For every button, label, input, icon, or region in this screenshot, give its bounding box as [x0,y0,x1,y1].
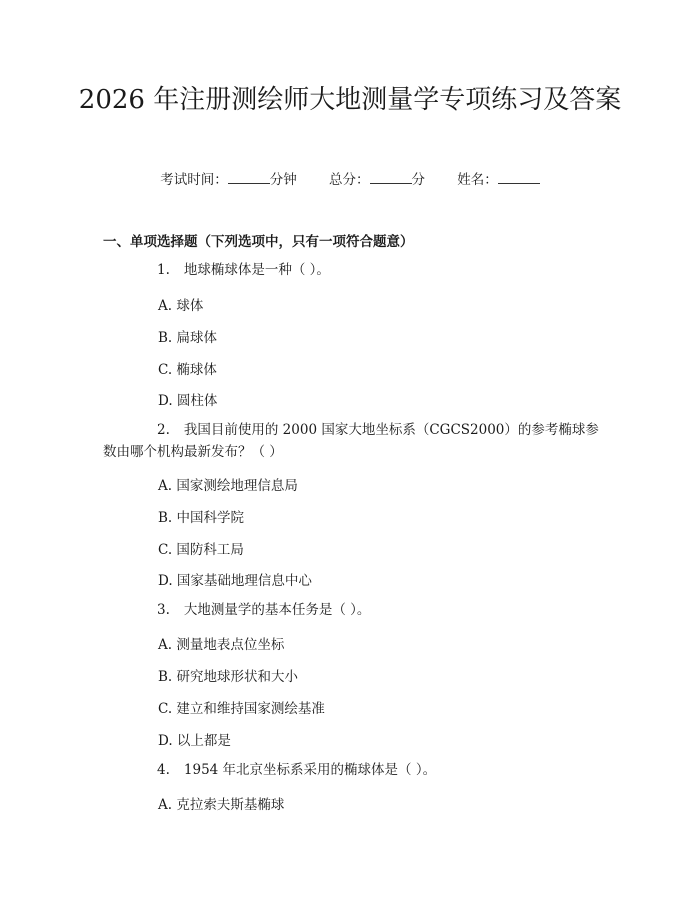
total-score-unit: 分 [411,172,425,188]
question-3-option-c: C. 建立和维持国家测绘基准 [158,701,325,717]
question-2 [103,419,600,463]
question-3-option-d: D. 以上都是 [158,733,231,749]
question-text: 大地测量学的基本任务是（ ）。 [183,602,371,618]
total-score-blank [370,171,412,184]
question-3 [103,599,600,621]
question-number: 1. [157,262,170,278]
page-title: 2026 年注册测绘师大地测量学专项练习及答案 [78,85,622,115]
question-3-option-a: A. 测量地表点位坐标 [158,637,285,653]
question-2-option-d: D. 国家基础地理信息中心 [158,573,312,589]
name-blank [498,171,540,184]
exam-time-unit: 分钟 [269,172,297,188]
total-score-field [329,168,425,188]
question-number: 2. [157,422,170,438]
question-text: 地球椭球体是一种（ ）。 [183,262,330,278]
total-score-label: 总分： [329,172,370,188]
question-4 [103,759,600,781]
exam-time-label: 考试时间： [160,172,228,188]
question-1-option-a: A. 球体 [158,298,204,314]
question-number: 3. [157,602,170,618]
question-4-option-a: A. 克拉索夫斯基椭球 [158,797,285,813]
question-number: 4. [157,762,170,778]
question-1 [103,259,600,281]
question-1-option-d: D. 圆柱体 [158,393,218,409]
exam-meta [0,168,700,188]
name-label: 姓名： [457,172,498,188]
exam-time-blank [228,171,270,184]
question-1-option-c: C. 椭球体 [158,362,217,378]
question-2-option-a: A. 国家测绘地理信息局 [158,478,298,494]
exam-time-field [160,168,297,188]
question-3-option-b: B. 研究地球形状和大小 [158,669,299,685]
name-field [457,168,540,188]
question-1-option-b: B. 扁球体 [158,330,218,346]
question-text: 1954 年北京坐标系采用的椭球体是（ ）。 [183,762,437,778]
section-heading: 一、单项选择题（下列选项中，只有一项符合题意） [103,234,414,250]
question-2-option-c: C. 国防科工局 [158,542,244,558]
question-2-option-b: B. 中国科学院 [158,510,245,526]
question-text: 我国目前使用的 2000 国家大地坐标系（CGCS2000）的参考椭球参数由哪个机构最新发布？（ ） [103,422,599,460]
